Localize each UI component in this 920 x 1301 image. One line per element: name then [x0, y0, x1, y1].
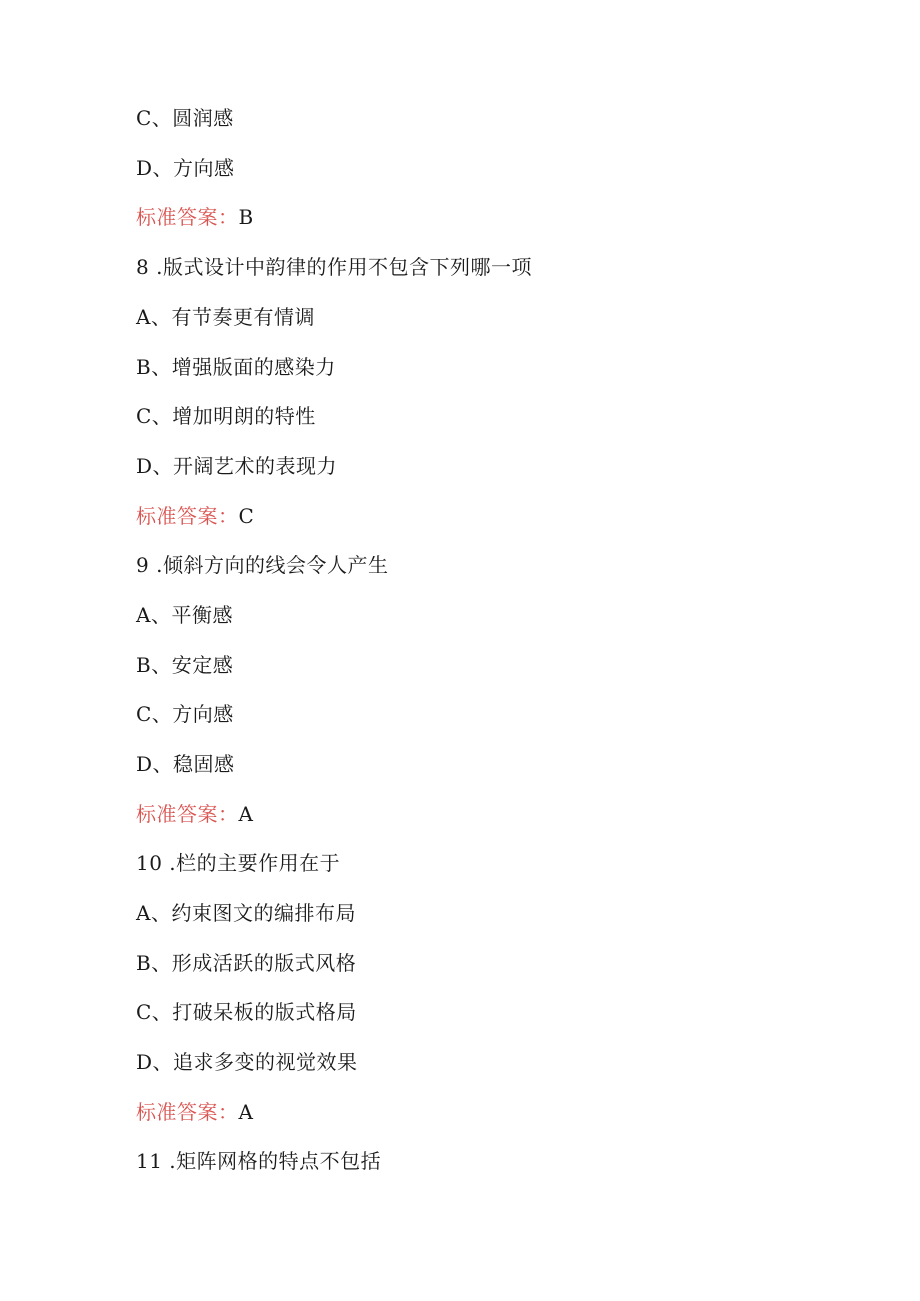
option-b-line: B、安定感: [136, 653, 234, 677]
question-10: 10 .栏的主要作用在于: [136, 851, 341, 875]
option-a-line: A、有节奏更有情调: [136, 305, 315, 329]
option-d-line: D、方向感: [136, 156, 235, 180]
answer-label: 标准答案：: [136, 802, 239, 826]
option-c-line: C、方向感: [136, 702, 234, 726]
option-d-line: D、开阔艺术的表现力: [136, 454, 338, 478]
option-d-line: D、追求多变的视觉效果: [136, 1050, 358, 1074]
answer-value: A: [238, 802, 254, 826]
answer-label: 标准答案：: [136, 205, 239, 229]
answer-value: B: [238, 205, 254, 229]
option-d-line: D、稳固感: [136, 752, 235, 776]
standard-answer-line: [136, 1099, 253, 1125]
question-9: 9 .倾斜方向的线会令人产生: [136, 553, 389, 577]
answer-value: C: [238, 504, 255, 528]
option-c-line: C、增加明朗的特性: [136, 404, 316, 428]
standard-answer-line: [136, 801, 253, 827]
answer-value: A: [238, 1100, 254, 1124]
option-c-line: C、打破呆板的版式格局: [136, 1000, 357, 1024]
question-8: 8 .版式设计中韵律的作用不包含下列哪一项: [136, 255, 532, 279]
option-c-line: C、圆润感: [136, 106, 234, 130]
answer-label: 标准答案：: [136, 1100, 239, 1124]
answer-label: 标准答案：: [136, 504, 239, 528]
standard-answer-line: [136, 503, 254, 529]
question-11: 11 .矩阵网格的特点不包括: [136, 1149, 382, 1173]
standard-answer-line: [136, 204, 254, 230]
option-a-line: A、约束图文的编排布局: [136, 901, 356, 925]
option-b-line: B、形成活跃的版式风格: [136, 951, 357, 975]
option-b-line: B、增强版面的感染力: [136, 355, 336, 379]
option-a-line: A、平衡感: [136, 603, 233, 627]
